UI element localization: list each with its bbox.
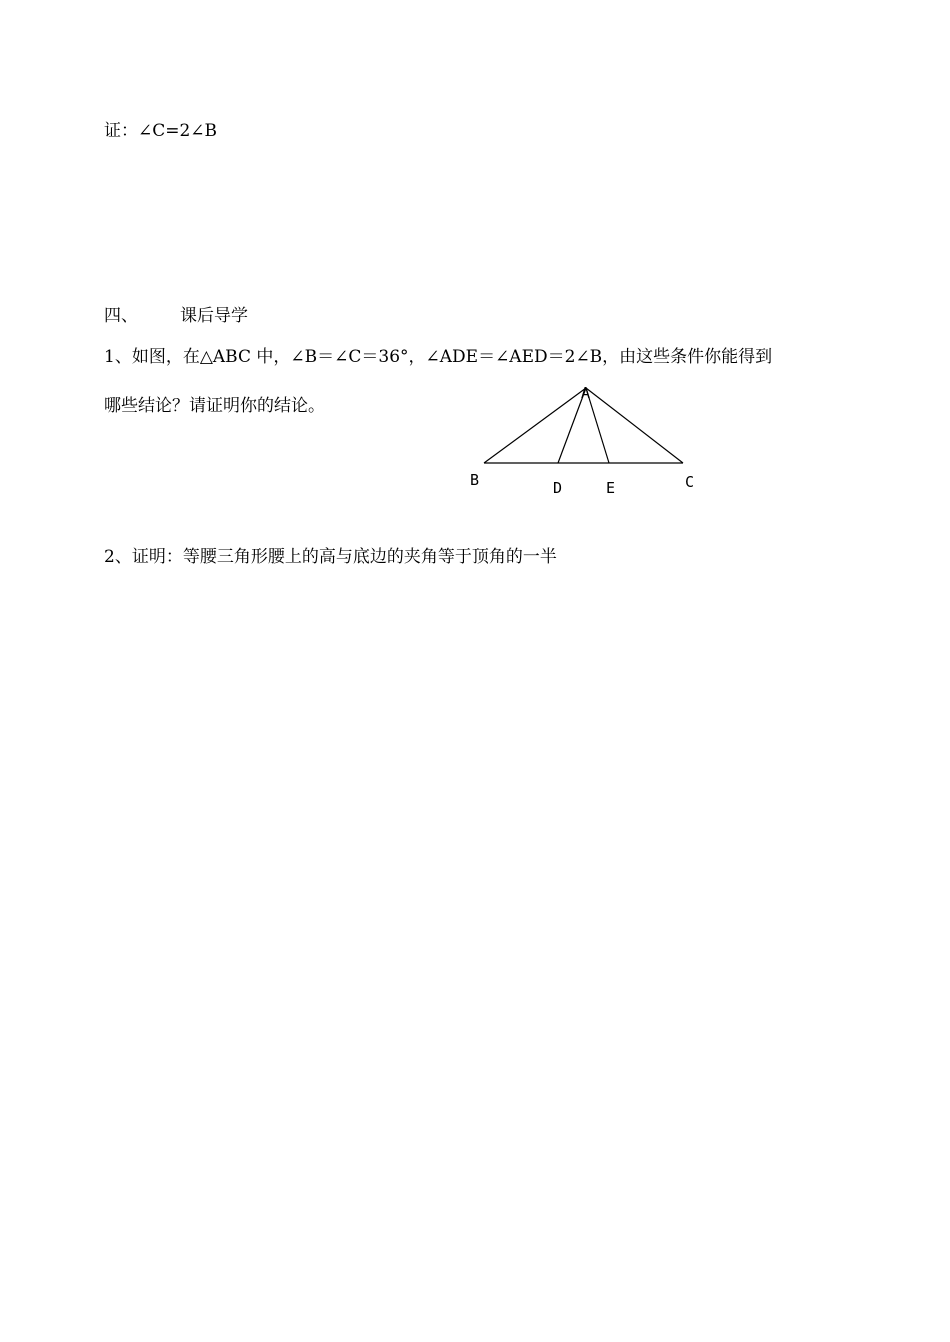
proof-statement: 证：∠C=2∠B [104,121,218,141]
problem-1-line-2: 哪些结论？请证明你的结论。 [104,396,325,416]
segment-ab [484,388,586,463]
vertex-label-b: B [470,471,480,489]
problem-1-line-1: 1、如图，在△ABC 中，∠B＝∠C＝36°，∠ADE＝∠AED＝2∠B，由这些条件你能得到 [104,347,773,367]
segment-ac [586,388,683,463]
vertex-label-a: A [581,384,591,402]
point-label-d: D [553,479,563,497]
vertex-label-c: C [685,473,695,491]
section-number: 四、 [104,306,138,326]
point-label-e: E [606,479,616,497]
section-title: 课后导学 [180,306,248,326]
triangle-figure [460,380,710,500]
section-heading [104,305,248,327]
problem-2: 2、证明：等腰三角形腰上的高与底边的夹角等于顶角的一半 [104,547,557,567]
